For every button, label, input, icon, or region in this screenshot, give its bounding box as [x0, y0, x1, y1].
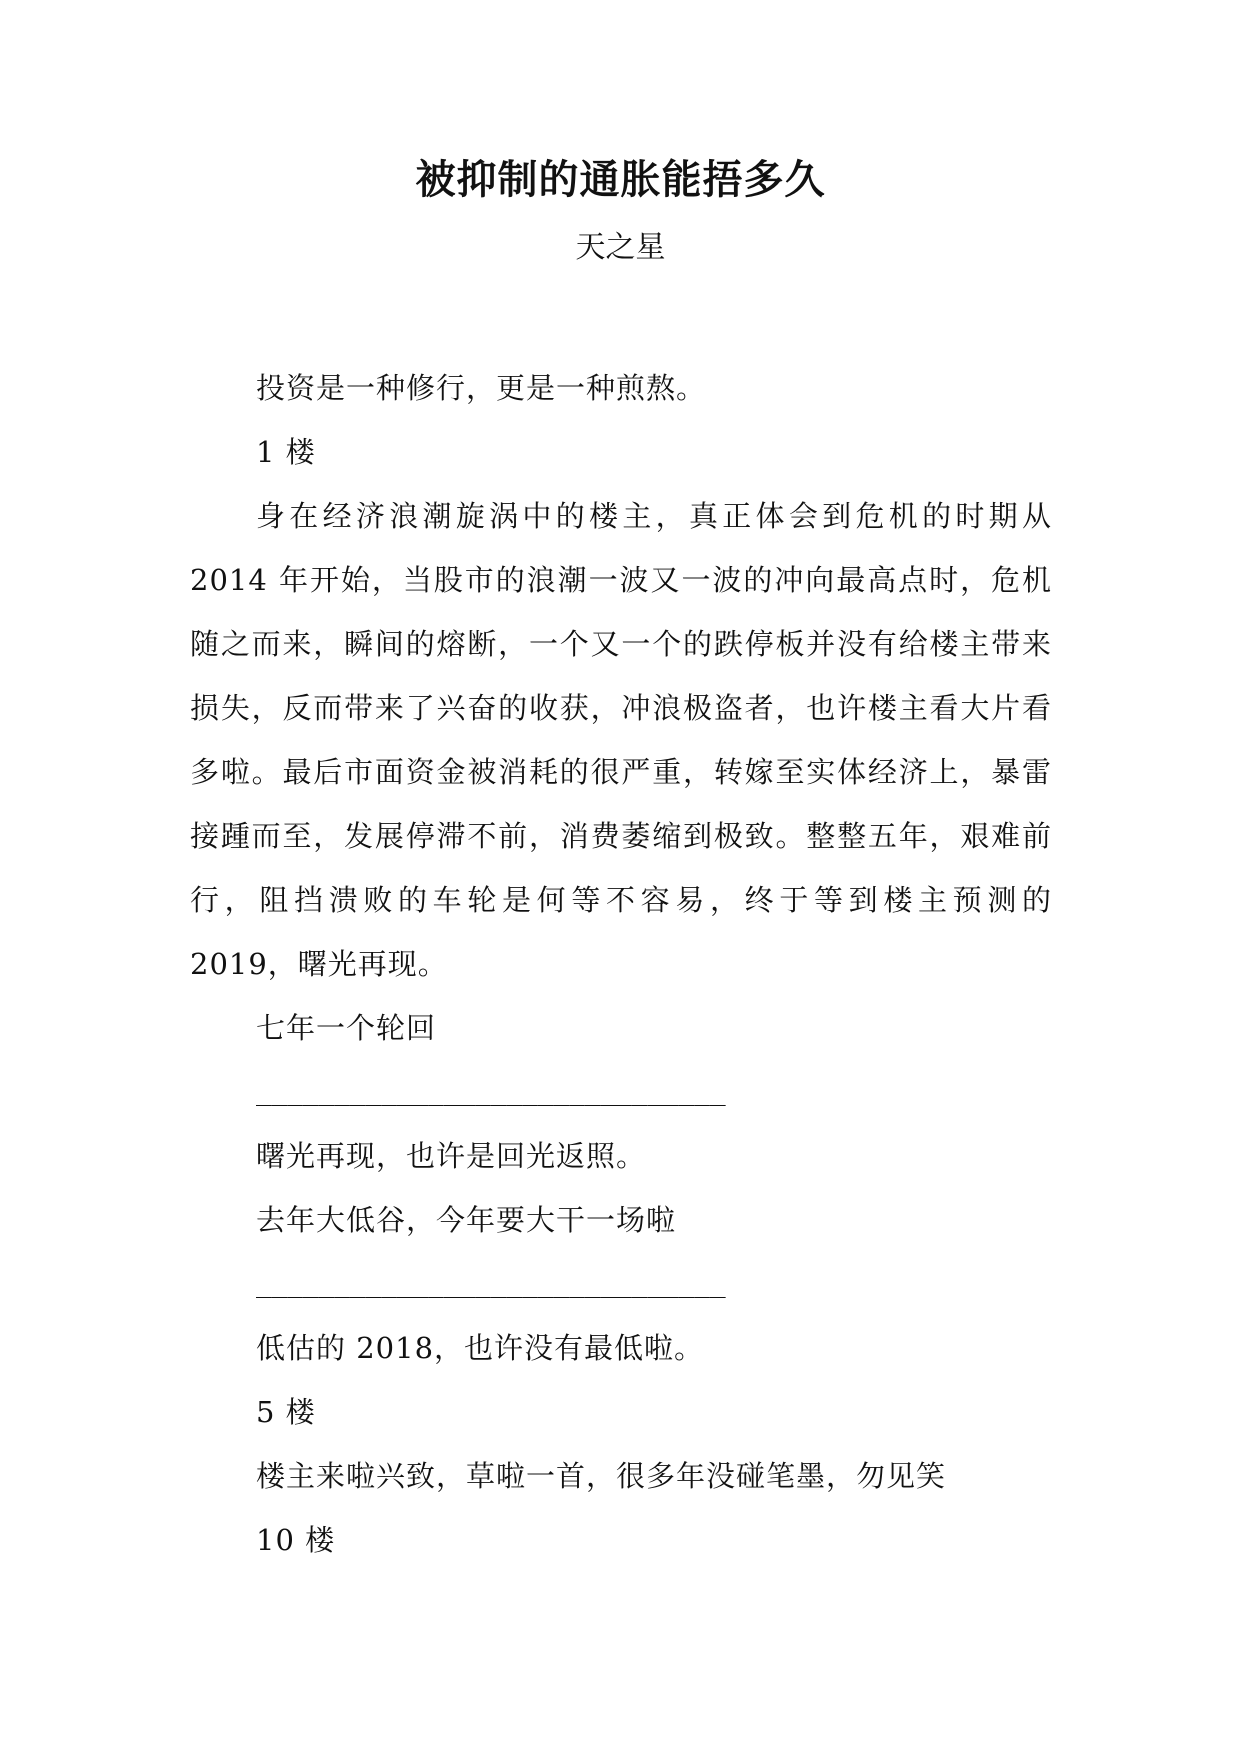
paragraph-main: 身在经济浪潮旋涡中的楼主，真正体会到危机的时期从 2014 年开始，当股市的浪潮一波又一波的冲向最高点时，危机随之而来，瞬间的熔断，一个又一个的跌停板并没有给楼主带来损失，反而带来了兴奋的收获，冲浪极盗者，也许楼主看大片看多啦。最后市面资金被消耗的很严重，转嫁至实体经济上，暴雷接踵而至，发展停滞不前，消费萎缩到极致。整整五年，艰难前行，阻挡溃败的车轮是何等不容易，终于等到楼主预测的 2019，曙光再现。: [190, 499, 1052, 981]
paragraph-2018: 低估的 2018，也许没有最低啦。: [256, 1331, 705, 1365]
separator-line: ______________________________: [256, 1077, 726, 1107]
floor-label-5: 5 楼: [256, 1395, 316, 1429]
separator-line: ______________________________: [256, 1269, 726, 1299]
paragraph-cycle: 七年一个轮回: [256, 1011, 437, 1045]
paragraph-intro: 投资是一种修行，更是一种煎熬。: [256, 371, 707, 405]
paragraph-last-year: 去年大低谷，今年要大干一场啦: [256, 1203, 677, 1237]
paragraph-poem-intro: 楼主来啦兴致，草啦一首，很多年没碰笔墨，勿见笑: [256, 1459, 947, 1493]
floor-label-1: 1 楼: [256, 435, 316, 469]
document-body: [190, 356, 1052, 1572]
author-name: 天之星: [575, 230, 666, 265]
document-title: 被抑制的通胀能捂多久: [415, 157, 826, 203]
paragraph-dawn: 曙光再现，也许是回光返照。: [256, 1139, 647, 1173]
floor-label-10: 10 楼: [256, 1523, 336, 1557]
